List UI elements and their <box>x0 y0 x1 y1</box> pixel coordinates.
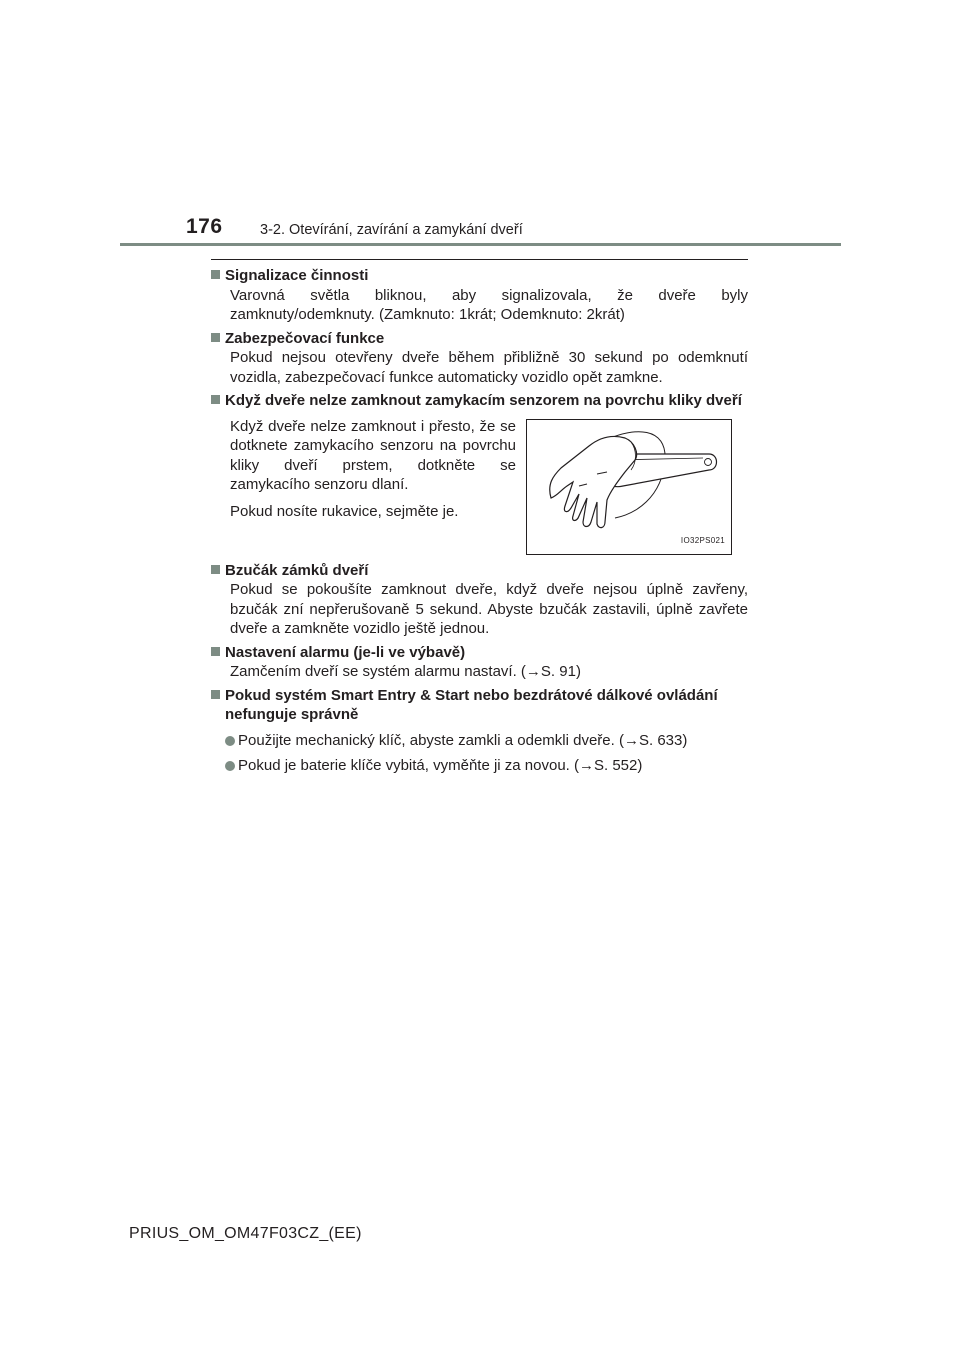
section-text: Pokud nosíte rukavice, sejměte je. <box>230 502 459 520</box>
figure-code: IO32PS021 <box>680 536 725 545</box>
section-text: Pokud nejsou otevřeny dveře během přibližně 30 sekund po odemknutí vozidla, zabezpečovací funkce automaticky vozidlo opět zamkne. <box>230 349 748 386</box>
round-bullet-icon <box>225 761 235 771</box>
figure-text <box>230 417 516 529</box>
section-activity-signal <box>211 266 748 325</box>
document-code: PRIUS_OM_OM47F03CZ_(EE) <box>129 1225 362 1242</box>
list-item-text: Pokud je baterie klíče vybitá, vyměňte ji za novou. (→S. 552) <box>238 757 643 774</box>
section-heading <box>211 561 748 581</box>
section-title: Signalizace činnosti <box>225 267 369 284</box>
round-bullet-icon <box>225 736 235 746</box>
section-title: Zabezpečovací funkce <box>225 329 385 347</box>
section-text: Zamčením dveří se systém alarmu nastaví. (→S. 91) <box>230 663 581 680</box>
square-bullet-icon <box>211 333 220 342</box>
square-bullet-icon <box>211 647 220 656</box>
list-item-text: Použijte mechanický klíč, abyste zamkli a odemkli dveře. (→S. 633) <box>238 731 688 749</box>
list-item <box>211 731 748 751</box>
section-heading <box>211 686 748 725</box>
section-rule <box>211 259 748 260</box>
section-alarm-setting <box>211 643 748 682</box>
section-text: Varovná světla bliknou, aby signalizovala, že dveře byly zamknuty/odemknuty. (Zamknuto: 1krát; Odemknuto: 2krát) <box>230 286 748 323</box>
section-smart-entry-failure <box>211 686 748 776</box>
square-bullet-icon <box>211 565 220 574</box>
chapter-title: 3-2. Otevírání, zavírání a zamykání dveří <box>260 222 523 238</box>
section-door-lock-buzzer <box>211 561 748 639</box>
square-bullet-icon <box>211 690 220 699</box>
page-header <box>0 0 960 260</box>
section-title: Nastavení alarmu (je-li ve výbavě) <box>225 643 466 661</box>
section-heading <box>211 266 748 286</box>
section-text: Když dveře nelze zamknout i přesto, že se dotknete zamykacího senzoru na povrchu kliky dveří prstem, dotkněte se zamykacího senzoru dlaní. <box>230 417 516 493</box>
section-security-function <box>211 329 748 388</box>
figure-row <box>211 411 748 561</box>
door-handle-illustration <box>526 419 732 555</box>
section-title: Když dveře nelze zamknout zamykacím senzorem na povrchu kliky dveří <box>225 392 742 409</box>
header-rule <box>120 243 841 246</box>
section-title: Pokud systém Smart Entry & Start nebo bezdrátové dálkové ovládání nefunguje správně <box>225 686 718 723</box>
section-heading <box>211 329 748 349</box>
main-content <box>211 266 748 776</box>
square-bullet-icon <box>211 395 220 404</box>
section-heading <box>211 391 748 411</box>
section-text: Pokud se pokoušíte zamknout dveře, když dveře nejsou úplně zavřeny, bzučák zní nepřerušovaně 5 sekund. Abyste bzučák zastavili, úplně zavřete dveře a zamkněte vozidlo ještě jednou. <box>230 581 748 637</box>
list-item <box>211 756 748 776</box>
page-number: 176 <box>186 215 223 238</box>
section-heading <box>211 643 748 663</box>
section-lock-sensor <box>211 391 748 561</box>
section-title: Bzučák zámků dveří <box>225 561 369 579</box>
square-bullet-icon <box>211 270 220 279</box>
